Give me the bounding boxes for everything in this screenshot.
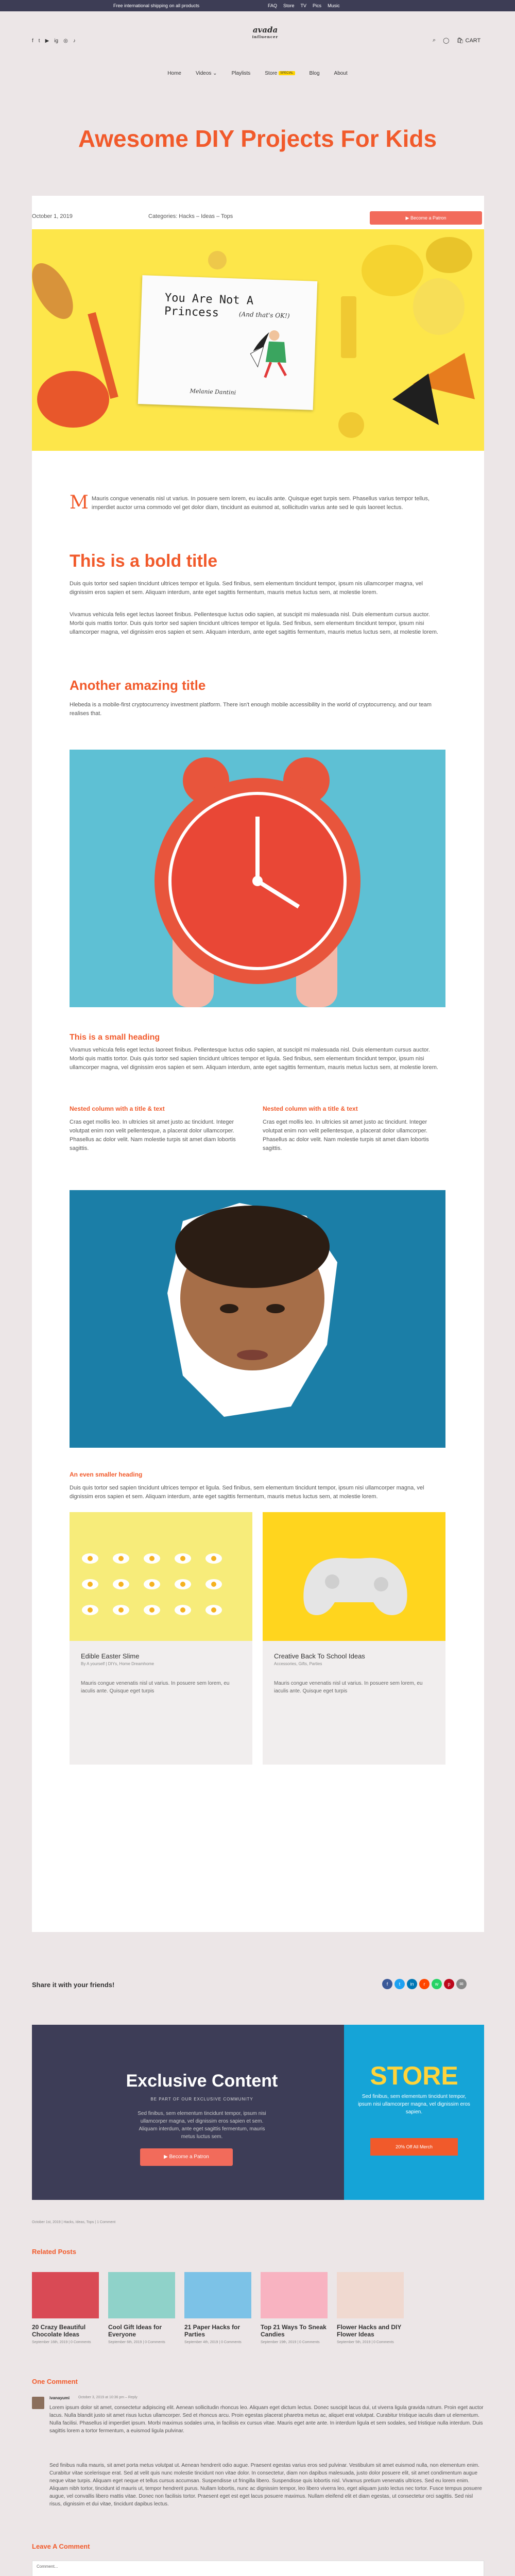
store-button[interactable]: 20% Off All Merch: [370, 2138, 458, 2156]
promo-button-label: Become a Patron: [169, 2154, 209, 2160]
tile-back-to-school[interactable]: [263, 1512, 445, 1765]
nav-about[interactable]: About: [334, 71, 348, 76]
nav-playlists[interactable]: Playlists: [231, 71, 251, 76]
share-pinterest-icon[interactable]: p: [444, 1979, 454, 1989]
logo-line2: influencer: [252, 35, 279, 39]
main-nav: [0, 71, 515, 76]
topbar-link-store[interactable]: Store: [283, 3, 295, 8]
user-icon[interactable]: ◯: [443, 38, 450, 44]
featured-image: [32, 229, 484, 451]
paragraph-5: Duis quis tortor sed sapien tincidunt ultrices tempor et ligula. Sed finibus, sem elementum tincidunt tempor, ipsum nisi ullamcorper magna, vel dignissim eros sapien et sem. Aliquam interdum, ante eget sagittis fermentum, mauris metus luctus sem, at molestie lorem.: [70, 1485, 424, 1500]
comments-heading: One Comment: [32, 2378, 78, 2385]
post-categories[interactable]: Categories: Hacks – Ideas – Tops: [148, 213, 233, 219]
nav-home[interactable]: Home: [167, 71, 181, 76]
comment-textarea[interactable]: Comment...: [32, 2561, 484, 2576]
share-twitter-icon[interactable]: t: [394, 1979, 405, 1989]
nested-col-1-title: Nested column with a title & text: [70, 1105, 165, 1112]
tiktok-icon[interactable]: ♪: [73, 38, 76, 44]
share-title: Share it with your friends!: [32, 1981, 115, 1989]
paragraph-3: Hlebeda is a mobile-first cryptocurrency investment platform. There isn't enough mobile accessibility in the world of cryptocurrency, and our team realises that.: [70, 702, 432, 717]
cart-label: CART: [465, 38, 481, 44]
intro-paragraph: [70, 492, 445, 513]
page-title: Awesome DIY Projects For Kids: [78, 125, 437, 152]
tile-meta: Accessories, Gifts, Parties: [274, 1662, 322, 1666]
running-girl-illustration: [247, 325, 295, 383]
page-hero: [0, 83, 515, 187]
related-post-meta: September 16th, 2019 | 0 Comments: [32, 2341, 91, 2344]
nested-col-2-text: Cras eget mollis leo. In ultricies sit amet justo ac tincidunt. Integer volutpat enim non velit pellentesque, a placerat dolor ullamcorper. Phasellus ac dolor velit. Nam molestie turpis sit amet diam lobortis sagittis.: [263, 1119, 429, 1151]
related-post-image[interactable]: [184, 2272, 251, 2318]
share-linkedin-icon[interactable]: in: [407, 1979, 417, 1989]
related-post[interactable]: [261, 2272, 328, 2345]
header-tools: [433, 37, 480, 44]
related-post[interactable]: [108, 2272, 175, 2345]
related-post-image[interactable]: [32, 2272, 99, 2318]
topbar-link-pics[interactable]: Pics: [313, 3, 322, 8]
nav-store-label: Store: [265, 71, 278, 76]
promo-text: Sed finibus, sem elementum tincidunt tempor, ipsum nisi ullamcorper magna, vel dignissim eros sapien et sem. Aliquam interdum, ante eget sagittis fermentum, mauris metus luctus sem.: [138, 2111, 266, 2140]
social-links: [32, 38, 76, 44]
promo-title: Exclusive Content: [126, 2071, 278, 2091]
related-post-title[interactable]: Top 21 Ways To Sneak Candies: [261, 2324, 327, 2338]
store-text: Sed finibus, sem elementum tincidunt tempor, ipsum nisi ullamcorper magna, vel dignissim eros sapien.: [358, 2094, 470, 2115]
related-post-title[interactable]: Flower Hacks and DIY Flower Ideas: [337, 2324, 402, 2338]
topbar-link-tv[interactable]: TV: [300, 3, 307, 8]
topbar-link-music[interactable]: Music: [328, 3, 340, 8]
related-post-title[interactable]: 21 Paper Hacks for Parties: [184, 2324, 241, 2338]
store-badge: SPECIAL: [279, 71, 295, 75]
paragraph-1: Duis quis tortor sed sapien tincidunt ultrices tempor et ligula. Sed finibus, sem elementum tincidunt tempor, ipsum nis ullamcorper magna, vel dignissim eros sapien et sem. Aliquam interdum, ante eget sagittis fermentum, mauris metus luctus sem, at molestie lorem.: [70, 581, 423, 596]
shipping-message: Free international shipping on all products: [113, 3, 200, 8]
nav-videos[interactable]: Videos ⌄: [196, 71, 217, 76]
book-subtitle: (And that's OK!): [238, 310, 290, 320]
cart-link[interactable]: 🛍 CART: [456, 38, 481, 44]
twitter-icon[interactable]: t: [38, 38, 40, 44]
comment-text-2: Sed finibus nulla mauris, sit amet porta metus volutpat ut. Aenean hendrerit odio augue. Praesent egestas varius eros sed pulvinar. Vestibulum sit amet euismod nulla, non elementum enim. Curabitur vitae scelerisque erat. Sed at velit quis nunc molestie tincidunt non vitae dolor. In consectetur, diam non dapibus malesuada, justo dolor posuere elit, sit amet condimentum augue neque vitae turpis. Aliquam eget neque et tellus cursus accumsan. Suspendisse ut fringilla libero. Suspendisse quis lobortis nisl. Vivamus pretium venenatis ultrices. Sed eu lorem enim. Aliquam nibh tortor, tincidunt id mauris ut, tempor hendrerit purus. Nullam lobortis, nunc ac dignissim tempor, leo libero viverra leo, eget aliquam justo lectus nec tortor. Fusce tempus posuere augue, vel convallis libero mattis vitae. Donec non facilisis tortor. Praesent eget est eget lacus posuere maximus. Nullam eleifend elit et diam egestas, ut consectetur orci sagittis. Sed nisl risus, dignissim et dui vitae, tincidunt dapibus lectus.: [49, 2463, 482, 2507]
paragraph-2: Vivamus vehicula felis eget lectus laoreet finibus. Pellentesque luctus odio sapien, at suscipit mi malesuada nisl. Duis elementum cursus auctor. Morbi quis mattis tortor. Duis quis tortor sed sapien tincidunt ultrices tempor et ligula. Sed finibus, sem elementum tincidunt tempor, ipsum nisi ullamcorper magna, vel dignissim eros sapien et sem. Aliquam interdum, ante eget sagittis fermentum, mauris metus luctus sem, at molestie lorem.: [70, 612, 438, 635]
tile-title[interactable]: Edible Easter Slime: [81, 1652, 140, 1660]
heading-bold-title: This is a bold title: [70, 551, 218, 571]
nested-col-2-title: Nested column with a title & text: [263, 1105, 358, 1112]
promo-subtitle: BE PART OF OUR EXCLUSIVE COMMUNITY: [150, 2097, 253, 2102]
book-author: Melanie Dantini: [190, 387, 236, 396]
nested-col-1-text: Cras eget mollis leo. In ultricies sit amet justo ac tincidunt. Integer volutpat enim non velit pellentesque, a placerat dolor ullamcorper. Phasellus ac dolor velit. Nam molestie turpis sit amet diam lobortis sagittis.: [70, 1119, 236, 1151]
avatar: [32, 2397, 44, 2409]
tile-text-box: [70, 1641, 252, 1765]
tile-meta: By A yourself | DIYs, Home Dreamhome: [81, 1662, 154, 1666]
topbar-links: [268, 3, 340, 8]
store-promo: [344, 2025, 484, 2200]
search-icon[interactable]: ⌕: [433, 37, 436, 43]
alarm-clock-illustration: [70, 750, 445, 1007]
heading-amazing-title: Another amazing title: [70, 677, 206, 693]
share-email-icon[interactable]: ✉: [456, 1979, 467, 1989]
nav-blog[interactable]: Blog: [309, 71, 320, 76]
book-cover: [138, 275, 318, 410]
logo-line1: avada: [252, 25, 278, 35]
tile-excerpt: Mauris congue venenatis nisl ut varius. In posuere sem lorem, eu iaculis ante. Quisque eget turpis: [274, 1681, 423, 1694]
comment-date[interactable]: October 3, 2019 at 10:36 pm – Reply: [78, 2396, 138, 2399]
leave-comment-heading: Leave A Comment: [32, 2543, 90, 2550]
eggs-image: [70, 1512, 252, 1641]
related-post[interactable]: [184, 2272, 251, 2345]
related-post-meta: September 19th, 2019 | 0 Comments: [261, 2341, 320, 2344]
store-title: STORE: [370, 2061, 458, 2090]
instagram-icon[interactable]: ig: [54, 38, 59, 44]
share-reddit-icon[interactable]: r: [419, 1979, 430, 1989]
related-post-title[interactable]: Cool Gift Ideas for Everyone: [108, 2324, 162, 2338]
related-post-meta: September 4th, 2019 | 0 Comments: [184, 2341, 242, 2344]
drop-cap: M: [70, 492, 89, 513]
portrait-illustration: [70, 1190, 445, 1448]
youtube-icon[interactable]: ▶: [45, 38, 49, 44]
topbar-link-faq[interactable]: FAQ: [268, 3, 278, 8]
tile-text-box: [263, 1641, 445, 1765]
clock-image: [70, 750, 445, 1007]
twitch-icon[interactable]: ◎: [63, 38, 68, 44]
tile-excerpt: Mauris congue venenatis nisl ut varius. In posuere sem lorem, eu iaculis ante. Quisque eget turpis: [81, 1681, 230, 1694]
intro-text: Mauris congue venenatis nisl ut varius. In posuere sem lorem, eu iaculis ante. Quisque eget turpis sem. Phasellus varius tempor tellus, imperdiet auctor urna commodo vel get dolor diam, tincidunt as euismod at, sollicitudin varius ante sed le quis laoreet lectus.: [91, 496, 430, 511]
post-footer-meta: October 1st, 2019 | Hacks, Ideas, Tops | 1 Comment: [32, 2221, 116, 2224]
related-post-image[interactable]: [108, 2272, 175, 2318]
exclusive-content-promo: [32, 2025, 372, 2200]
heading-even-smaller: An even smaller heading: [70, 1471, 143, 1478]
promo-patron-button[interactable]: ▶ Become a Patron: [140, 2148, 233, 2166]
site-logo[interactable]: [242, 27, 288, 40]
related-post[interactable]: [337, 2272, 404, 2345]
tile-title[interactable]: Creative Back To School Ideas: [274, 1652, 365, 1660]
post-date: October 1, 2019: [32, 213, 73, 219]
related-post-meta: September 5th, 2019 | 0 Comments: [337, 2341, 394, 2344]
related-post-image[interactable]: [261, 2272, 328, 2318]
share-facebook-icon[interactable]: f: [382, 1979, 392, 1989]
torn-paper-portrait-image: [70, 1190, 445, 1448]
patron-label: Become a Patron: [410, 215, 447, 221]
share-icons: [382, 1979, 467, 1989]
site-header: [0, 11, 515, 83]
top-bar: [0, 0, 515, 11]
comment-author[interactable]: ivanayumi: [49, 2396, 70, 2400]
book-title: You Are Not A Princess: [164, 291, 254, 320]
related-post-image[interactable]: [337, 2272, 404, 2318]
related-post-title[interactable]: 20 Crazy Beautiful Chocolate Ideas: [32, 2324, 86, 2338]
tile-easter-slime[interactable]: [70, 1512, 252, 1765]
heading-small: This is a small heading: [70, 1033, 160, 1042]
paragraph-4: Vivamus vehicula felis eget lectus laoreet finibus. Pellentesque luctus odio sapien, at suscipit mi malesuada nisl. Duis elementum cursus auctor. Morbi quis mattis tortor. Duis quis tortor sed sapien tincidunt ultrices tempor et ligula. Sed finibus, sem elementum tincidunt tempor, ipsum nisi ullamcorper magna, vel dignissim eros sapien et sem. Aliquam interdum, ante eget sagittis fermentum, mauris metus luctus sem, at molestie lorem.: [70, 1047, 438, 1071]
share-whatsapp-icon[interactable]: w: [432, 1979, 442, 1989]
gamepad-image: [263, 1512, 445, 1641]
nav-store[interactable]: [265, 71, 295, 76]
related-post-meta: September 6th, 2019 | 0 Comments: [108, 2341, 165, 2344]
become-patron-button[interactable]: ▶ Become a Patron: [370, 211, 482, 225]
related-posts-heading: Related Posts: [32, 2248, 76, 2256]
facebook-icon[interactable]: f: [32, 38, 33, 44]
comment-text-1: Lorem ipsum dolor sit amet, consectetur adipiscing elit. Aenean sollicitudin rhoncus leo. Aliquam eget dictum lectus. Donec suscipit lacus dui, ut viverra ligula gravida rutrum. Proin eget auctor lacus. Nulla blandit justo sit amet risus luctus ullamcorper. Sed et rhoncus arcu. Proin egestas placerat pharetra metus ac, aliquet erat volutpat. Curabitur tristique iaculis diam ut elementum. Nulla facilisi. Phasellus id imperdiet ipsum. Morbi maximus sodales urna, in facilisis ex cursus vitae. Mauris eget ante ante. In interdum ligula et sem sodales, sed tristique nulla interdum. Duis sagittis lorem a tortor fermentum, a euismod ligula pulvinar.: [49, 2405, 484, 2434]
related-post[interactable]: [32, 2272, 99, 2345]
